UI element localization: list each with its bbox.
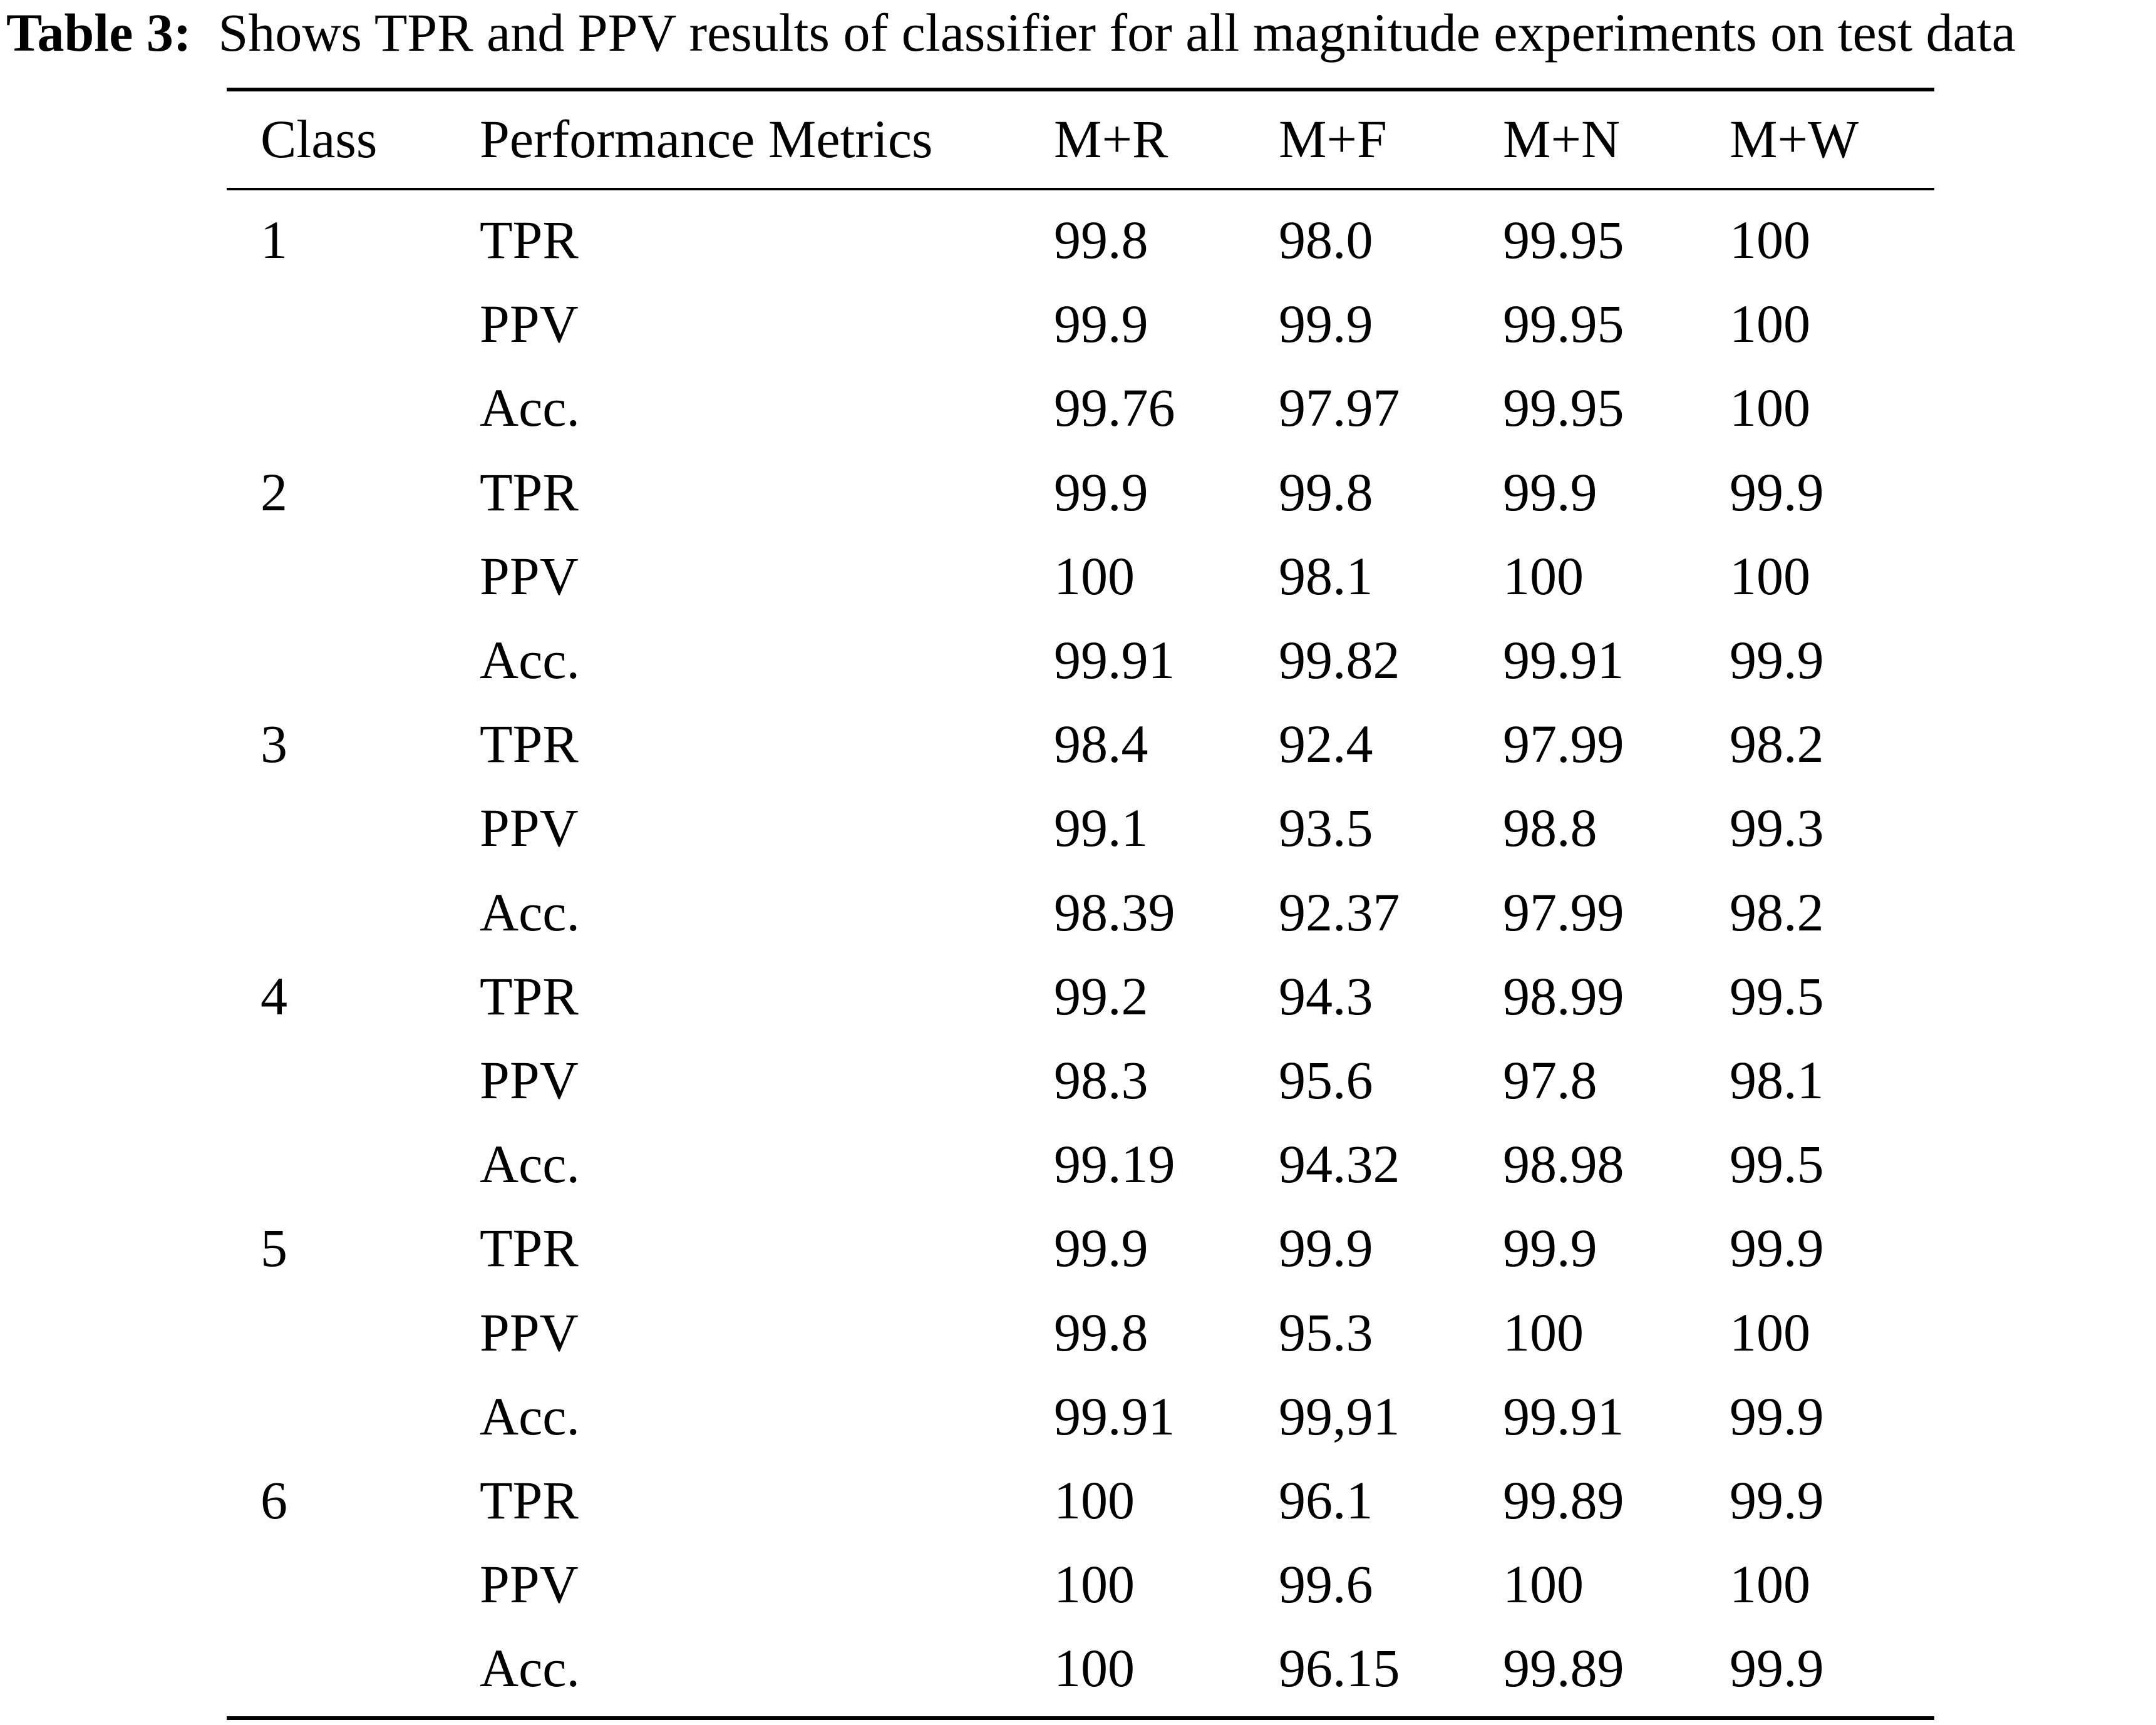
- cell-metric: Acc.: [480, 630, 580, 690]
- cell-m-f: 99.8: [1279, 462, 1373, 522]
- cell-m-f: 95.3: [1279, 1302, 1373, 1362]
- cell-metric: PPV: [480, 798, 579, 858]
- cell-class: 3: [260, 714, 287, 774]
- cell-metric: PPV: [480, 1050, 579, 1110]
- cell-m-f: 99.9: [1279, 1218, 1373, 1278]
- cell-class: 4: [260, 966, 287, 1026]
- cell-m-n: 100: [1503, 1554, 1584, 1614]
- cell-m-n: 100: [1503, 1302, 1584, 1362]
- header-m-w: M+W: [1730, 109, 1859, 169]
- cell-metric: Acc.: [480, 882, 580, 942]
- cell-m-n: 99.95: [1503, 294, 1624, 354]
- cell-m-r: 99.8: [1054, 210, 1148, 270]
- cell-m-r: 99.19: [1054, 1134, 1175, 1194]
- header-performance-metrics: Performance Metrics: [480, 109, 933, 169]
- header-class: Class: [260, 109, 378, 169]
- cell-m-n: 99.91: [1503, 1386, 1624, 1446]
- cell-m-r: 99.2: [1054, 966, 1148, 1026]
- cell-m-r: 99.9: [1054, 462, 1148, 522]
- cell-m-w: 98.2: [1730, 714, 1824, 774]
- cell-m-w: 100: [1730, 294, 1810, 354]
- cell-m-n: 99.89: [1503, 1470, 1624, 1530]
- cell-m-n: 98.99: [1503, 966, 1624, 1026]
- cell-metric: Acc.: [480, 1134, 580, 1194]
- cell-m-w: 99.3: [1730, 798, 1824, 858]
- header-m-r: M+R: [1054, 109, 1168, 169]
- cell-m-w: 99.9: [1730, 1638, 1824, 1698]
- cell-m-n: 99.91: [1503, 630, 1624, 690]
- cell-metric: TPR: [480, 1470, 579, 1530]
- cell-m-n: 100: [1503, 546, 1584, 606]
- cell-m-f: 98.1: [1279, 546, 1373, 606]
- cell-metric: Acc.: [480, 1386, 580, 1446]
- cell-m-r: 100: [1054, 1638, 1135, 1698]
- cell-m-w: 100: [1730, 378, 1810, 438]
- cell-m-f: 94.32: [1279, 1134, 1400, 1194]
- cell-m-f: 92.4: [1279, 714, 1373, 774]
- cell-m-r: 99.9: [1054, 294, 1148, 354]
- table-bottom-rule: [227, 1716, 1934, 1720]
- cell-m-n: 99.9: [1503, 1218, 1597, 1278]
- cell-metric: PPV: [480, 1302, 579, 1362]
- cell-m-f: 97.97: [1279, 378, 1400, 438]
- cell-m-w: 100: [1730, 1302, 1810, 1362]
- cell-m-f: 99.9: [1279, 294, 1373, 354]
- cell-m-r: 98.39: [1054, 882, 1175, 942]
- cell-m-r: 99.9: [1054, 1218, 1148, 1278]
- cell-m-r: 99.91: [1054, 1386, 1175, 1446]
- cell-m-w: 99.9: [1730, 630, 1824, 690]
- cell-m-n: 97.99: [1503, 882, 1624, 942]
- cell-m-r: 100: [1054, 1470, 1135, 1530]
- cell-m-f: 99,91: [1279, 1386, 1400, 1446]
- cell-m-w: 99.5: [1730, 966, 1824, 1026]
- cell-m-n: 99.89: [1503, 1638, 1624, 1698]
- cell-m-w: 99.9: [1730, 462, 1824, 522]
- cell-m-w: 98.1: [1730, 1050, 1824, 1110]
- cell-m-n: 99.95: [1503, 378, 1624, 438]
- cell-m-f: 94.3: [1279, 966, 1373, 1026]
- header-m-f: M+F: [1279, 109, 1387, 169]
- cell-metric: TPR: [480, 714, 579, 774]
- cell-class: 6: [260, 1470, 287, 1530]
- cell-class: 2: [260, 462, 287, 522]
- cell-m-f: 95.6: [1279, 1050, 1373, 1110]
- cell-metric: TPR: [480, 462, 579, 522]
- cell-metric: PPV: [480, 294, 579, 354]
- cell-m-r: 100: [1054, 1554, 1135, 1614]
- cell-m-w: 100: [1730, 1554, 1810, 1614]
- cell-metric: TPR: [480, 966, 579, 1026]
- cell-m-n: 97.99: [1503, 714, 1624, 774]
- cell-m-r: 99.91: [1054, 630, 1175, 690]
- cell-m-w: 99.9: [1730, 1218, 1824, 1278]
- cell-m-f: 98.0: [1279, 210, 1373, 270]
- cell-m-n: 99.9: [1503, 462, 1597, 522]
- header-m-n: M+N: [1503, 109, 1621, 169]
- table-header-rule: [227, 188, 1934, 190]
- cell-metric: TPR: [480, 210, 579, 270]
- cell-m-r: 98.3: [1054, 1050, 1148, 1110]
- cell-m-f: 99.82: [1279, 630, 1400, 690]
- caption-spacer: [192, 3, 219, 63]
- cell-class: 1: [260, 210, 287, 270]
- table-top-rule: [227, 88, 1934, 91]
- caption-text: Shows TPR and PPV results of classifier for all magnitude experiments on test data: [218, 3, 2016, 63]
- cell-m-r: 99.8: [1054, 1302, 1148, 1362]
- cell-metric: Acc.: [480, 378, 580, 438]
- cell-metric: PPV: [480, 1554, 579, 1614]
- cell-m-w: 99.9: [1730, 1470, 1824, 1530]
- cell-m-w: 99.5: [1730, 1134, 1824, 1194]
- caption-label: Table 3:: [6, 3, 192, 63]
- cell-m-f: 96.15: [1279, 1638, 1400, 1698]
- cell-m-w: 100: [1730, 546, 1810, 606]
- cell-metric: PPV: [480, 546, 579, 606]
- cell-m-w: 99.9: [1730, 1386, 1824, 1446]
- cell-m-f: 96.1: [1279, 1470, 1373, 1530]
- cell-m-f: 99.6: [1279, 1554, 1373, 1614]
- cell-m-n: 97.8: [1503, 1050, 1597, 1110]
- cell-m-r: 99.76: [1054, 378, 1175, 438]
- cell-m-n: 98.8: [1503, 798, 1597, 858]
- cell-m-w: 98.2: [1730, 882, 1824, 942]
- cell-m-w: 100: [1730, 210, 1810, 270]
- cell-m-n: 98.98: [1503, 1134, 1624, 1194]
- cell-m-f: 93.5: [1279, 798, 1373, 858]
- cell-m-f: 92.37: [1279, 882, 1400, 942]
- table-caption: [6, 0, 2154, 65]
- cell-class: 5: [260, 1218, 287, 1278]
- cell-m-r: 98.4: [1054, 714, 1148, 774]
- cell-m-n: 99.95: [1503, 210, 1624, 270]
- cell-metric: TPR: [480, 1218, 579, 1278]
- cell-m-r: 100: [1054, 546, 1135, 606]
- cell-metric: Acc.: [480, 1638, 580, 1698]
- cell-m-r: 99.1: [1054, 798, 1148, 858]
